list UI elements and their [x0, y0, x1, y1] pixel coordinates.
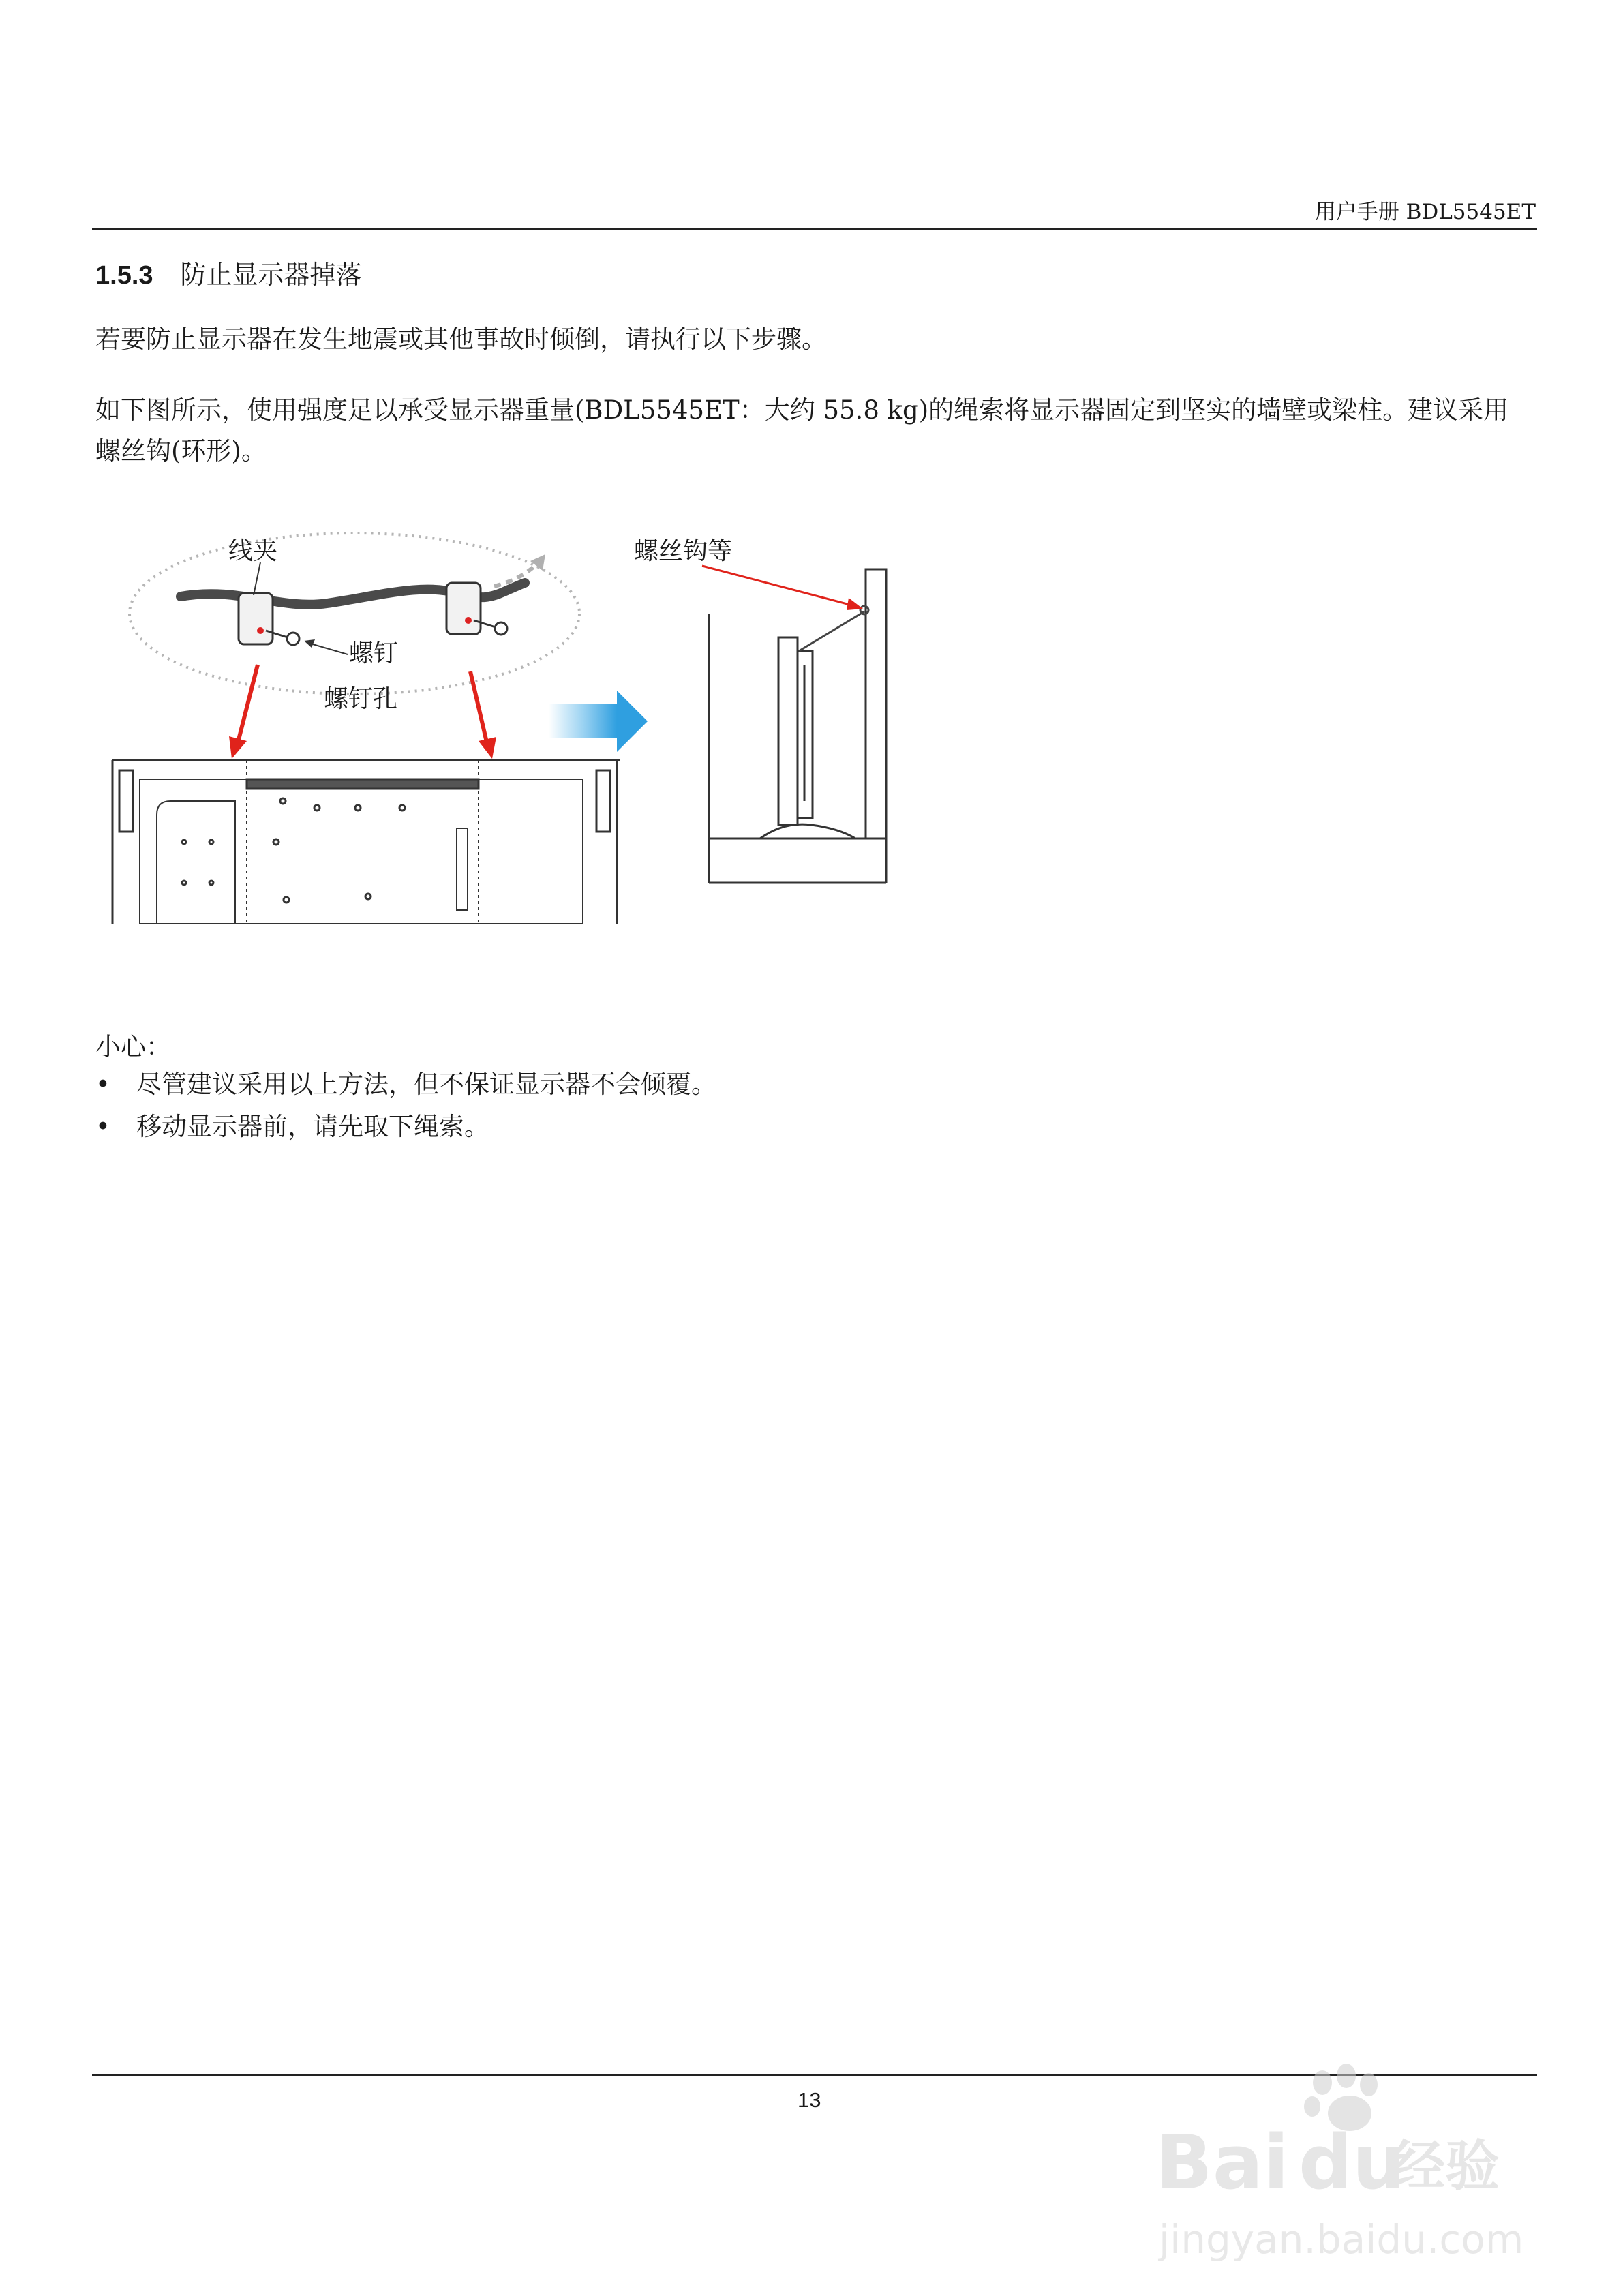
page-number: 13 — [798, 2088, 821, 2112]
red-arrow-right — [479, 737, 496, 759]
instruction-paragraph: 如下图所示，使用强度足以承受显示器重量(BDL5545ET：大约 55.8 kg)的绳索将显示器固定到坚实的墙壁或梁柱。建议采用螺丝钩(环形)。 — [95, 395, 1509, 466]
screw-label: 螺钉 — [349, 639, 399, 667]
detail-callout-ellipse — [130, 533, 579, 694]
baidu-watermark-logo — [1152, 2052, 1534, 2277]
red-arrow-left — [229, 736, 247, 759]
hook-label: 螺丝钩等 — [634, 537, 733, 565]
clamp-label: 线夹 — [228, 537, 278, 565]
section-heading — [95, 254, 362, 291]
installation-figure — [102, 528, 907, 924]
section-number: 1.5.3 — [95, 261, 153, 290]
caution-item: • 移动显示器前，请先取下绳索。 — [95, 1106, 716, 1148]
caution-list — [95, 1063, 716, 1148]
svg-text:经验: 经验 — [1391, 2134, 1500, 2198]
section-title: 防止显示器掉落 — [180, 260, 362, 290]
screw-hook — [860, 606, 868, 614]
monitor-back-view — [112, 760, 620, 924]
svg-text:du: du — [1299, 2119, 1406, 2206]
svg-text:Bai: Bai — [1155, 2119, 1289, 2206]
rope — [799, 611, 864, 651]
monitor-side-view — [760, 637, 855, 839]
blue-arrow-body — [549, 704, 617, 738]
header-rule — [92, 228, 1537, 230]
svg-text:jingyan.baidu.com: jingyan.baidu.com — [1159, 2216, 1524, 2263]
caution-title: 小心： — [95, 1032, 171, 1061]
header-title: 用户手册 BDL5545ET — [1314, 200, 1536, 224]
caution-item: • 尽管建议采用以上方法，但不保证显示器不会倾覆。 — [95, 1063, 716, 1106]
intro-paragraph: 若要防止显示器在发生地震或其他事故时倾倒，请执行以下步骤。 — [95, 324, 827, 354]
screw-hole-label: 螺钉孔 — [324, 685, 398, 713]
blue-arrow-head — [617, 691, 648, 752]
